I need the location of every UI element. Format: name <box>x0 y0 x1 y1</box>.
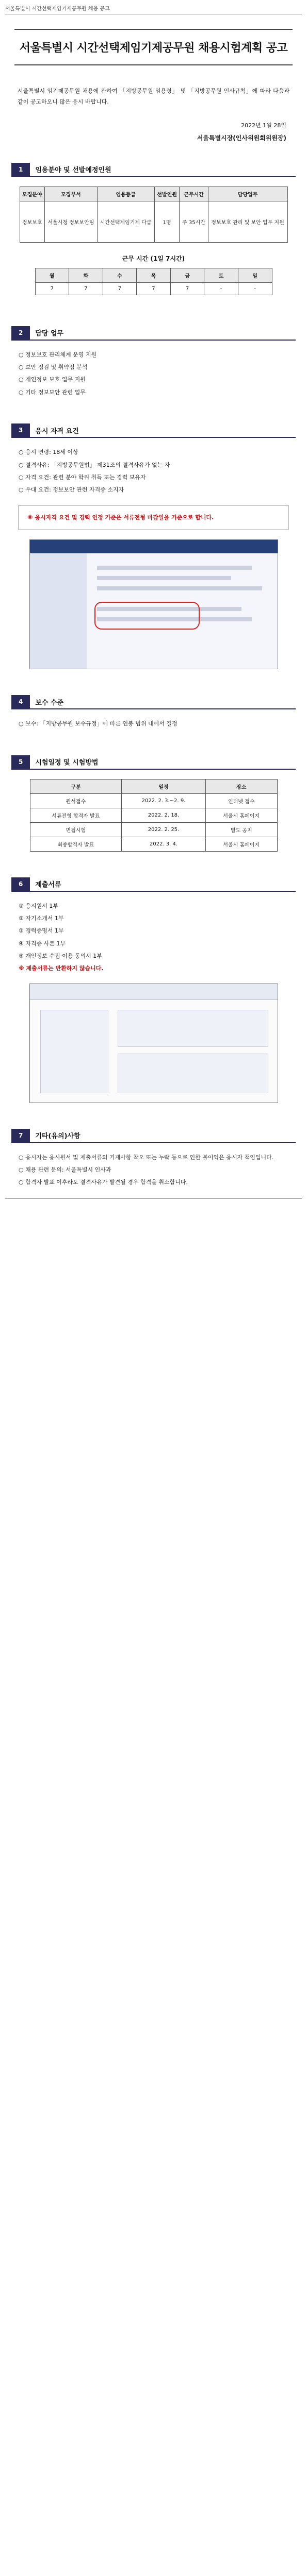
table-header: 담당업무 <box>208 187 287 201</box>
section-heading-2 <box>11 326 296 341</box>
screen-text-line <box>97 586 262 590</box>
table-cell: 정보보호 관리 및 보안 업무 지원 <box>208 201 287 242</box>
section-heading-1 <box>11 163 296 177</box>
table-cell: 주 35시간 <box>180 201 208 242</box>
table-header: 화 <box>69 268 103 282</box>
worktime-table <box>35 268 272 295</box>
document-page <box>5 0 302 1199</box>
schedule-table <box>30 779 278 852</box>
table-cell: - <box>204 282 238 295</box>
highlight-circle <box>94 602 200 630</box>
table-cell: 7 <box>69 282 103 295</box>
table-header: 목 <box>137 268 171 282</box>
table-cell: 1명 <box>154 201 180 242</box>
table-cell: 2022. 2. 25. <box>122 822 206 837</box>
screen-panel <box>118 1010 268 1047</box>
table-cell: 2022. 2. 3.~2. 9. <box>122 793 206 808</box>
table-cell: 면접시험 <box>30 822 122 837</box>
table-cell: 시간선택제임기제 다급 <box>97 201 154 242</box>
section-heading-3 <box>11 423 296 438</box>
table-header: 임용등급 <box>97 187 154 201</box>
table-header: 토 <box>204 268 238 282</box>
list-item: ④ 자격증 사본 1부 <box>19 940 66 947</box>
table-header: 수 <box>103 268 137 282</box>
section-number: 5 <box>11 755 30 769</box>
table-cell: 서울시 홈페이지 <box>205 837 277 851</box>
table-cell: 정보보호 <box>20 201 45 242</box>
duties-list <box>5 350 302 398</box>
table-header: 선발인원 <box>154 187 180 201</box>
list-item: ○ 응시자는 응시원서 및 제출서류의 기재사항 착오 또는 누락 등으로 인한 불이익은 응시자 책임입니다. <box>19 1154 274 1161</box>
qualification-list <box>5 447 302 495</box>
list-item: ② 자기소개서 1부 <box>19 915 64 922</box>
table-header: 근무시간 <box>180 187 208 201</box>
section-title: 임용분야 및 선발예정인원 <box>35 166 111 175</box>
list-item: ○ 보안 점검 및 취약점 분석 <box>19 364 88 371</box>
section-number: 3 <box>11 423 30 437</box>
worktime-caption: 근무 시간 (1일 7시간) <box>122 255 185 262</box>
running-header: 서울특별시 시간선택제임기제공무원 채용 공고 <box>5 4 302 14</box>
pay-text: ○ 보수: 「지방공무원 보수규정」에 따른 연봉 범위 내에서 결정 <box>19 720 177 727</box>
table-header: 일 <box>238 268 272 282</box>
section-title: 기타(유의)사항 <box>35 1132 80 1141</box>
qualification-note <box>19 505 288 531</box>
table-cell: 7 <box>137 282 171 295</box>
table-cell: 서울시 홈페이지 <box>205 808 277 822</box>
etc-list <box>5 1153 302 1188</box>
title-box <box>14 29 293 65</box>
section-number: 4 <box>11 695 30 708</box>
list-item: ○ 개인정보 보호 업무 지원 <box>19 376 86 383</box>
section-title: 담당 업무 <box>35 330 64 338</box>
section-number: 7 <box>11 1129 30 1142</box>
list-item: ○ 우대 요건: 정보보안 관련 자격증 소지자 <box>19 486 124 494</box>
footer-divider <box>5 1198 302 1199</box>
section-heading-4 <box>11 695 296 709</box>
list-item: ① 응시원서 1부 <box>19 902 58 909</box>
table-header: 일정 <box>122 779 206 793</box>
document-title: 서울특별시 시간선택제임기제공무원 채용시험계획 공고 <box>19 42 288 55</box>
table-cell: 원서접수 <box>30 793 122 808</box>
screen-panel <box>118 1054 268 1093</box>
table-header: 장소 <box>205 779 277 793</box>
table-header: 월 <box>35 268 69 282</box>
list-item: ○ 자격 요건: 관련 분야 학위 취득 또는 경력 보유자 <box>19 473 146 481</box>
table-cell: 서울시청 정보보안팀 <box>45 201 97 242</box>
announce-date: 2022년 1월 28일 <box>241 122 286 129</box>
list-item: ⑤ 개인정보 수집·이용 동의서 1부 <box>19 953 102 960</box>
docs-warning: ※ 제출서류는 반환하지 않습니다. <box>19 965 104 972</box>
table-header: 모집부서 <box>45 187 97 201</box>
table-header: 금 <box>170 268 204 282</box>
table-cell: 2022. 3. 4. <box>122 837 206 851</box>
section-heading-6 <box>11 877 296 892</box>
screen-text-line <box>97 566 252 570</box>
list-item: ③ 경력증명서 1부 <box>19 927 64 935</box>
table-cell: 서류전형 합격자 발표 <box>30 808 122 822</box>
section-title: 시험일정 및 시험방법 <box>35 759 99 767</box>
table-cell: - <box>238 282 272 295</box>
list-item: ○ 기타 정보보안 관련 업무 <box>19 388 86 396</box>
screen-sidebar <box>30 553 87 669</box>
section-title: 보수 수준 <box>35 699 64 707</box>
section-heading-5 <box>11 755 296 770</box>
list-item: ○ 정보보호 관리체계 운영 지원 <box>19 351 97 358</box>
section-heading-7 <box>11 1129 296 1143</box>
section-number: 1 <box>11 163 30 176</box>
table-cell: 7 <box>35 282 69 295</box>
table-cell: 7 <box>170 282 204 295</box>
screen-panel <box>40 1010 108 1093</box>
screen-header-bar <box>30 540 278 553</box>
signer: 서울특별시장(인사위원회위원장) <box>197 134 286 142</box>
application-screen-illustration <box>29 539 278 669</box>
table-cell: 별도 공지 <box>205 822 277 837</box>
table-cell: 최종합격자 발표 <box>30 837 122 851</box>
section-number: 2 <box>11 326 30 340</box>
table-cell: 7 <box>103 282 137 295</box>
section-title: 응시 자격 요건 <box>35 427 79 435</box>
table-header: 구분 <box>30 779 122 793</box>
list-item: ○ 결격사유: 「지방공무원법」 제31조의 결격사유가 없는 자 <box>19 461 170 468</box>
table-cell: 2022. 2. 18. <box>122 808 206 822</box>
section-number: 6 <box>11 877 30 891</box>
screen-header-bar <box>30 984 278 1000</box>
list-item: ○ 합격자 발표 이후라도 결격사유가 발견될 경우 합격을 취소합니다. <box>19 1179 188 1186</box>
recruitment-table <box>20 187 288 243</box>
list-item: ○ 응시 연령: 18세 이상 <box>19 449 78 456</box>
screen-text-line <box>97 576 231 580</box>
table-cell: 인터넷 접수 <box>205 793 277 808</box>
table-header: 모집분야 <box>20 187 45 201</box>
list-item: ○ 채용 관련 문의: 서울특별시 인사과 <box>19 1166 111 1174</box>
note-text: ※ 응시자격 요건 및 경력 인정 기준은 서류전형 마감일을 기준으로 합니다. <box>27 514 214 521</box>
portal-screen-illustration <box>29 984 278 1103</box>
section-title: 제출서류 <box>35 881 61 889</box>
documents-list <box>5 901 302 974</box>
intro-paragraph: 서울특별시 임기제공무원 채용에 관하여 「지방공무원 임용령」 및 「지방공무원 인사규칙」에 따라 다음과 같이 공고하오니 많은 응시 바랍니다. <box>18 88 289 105</box>
